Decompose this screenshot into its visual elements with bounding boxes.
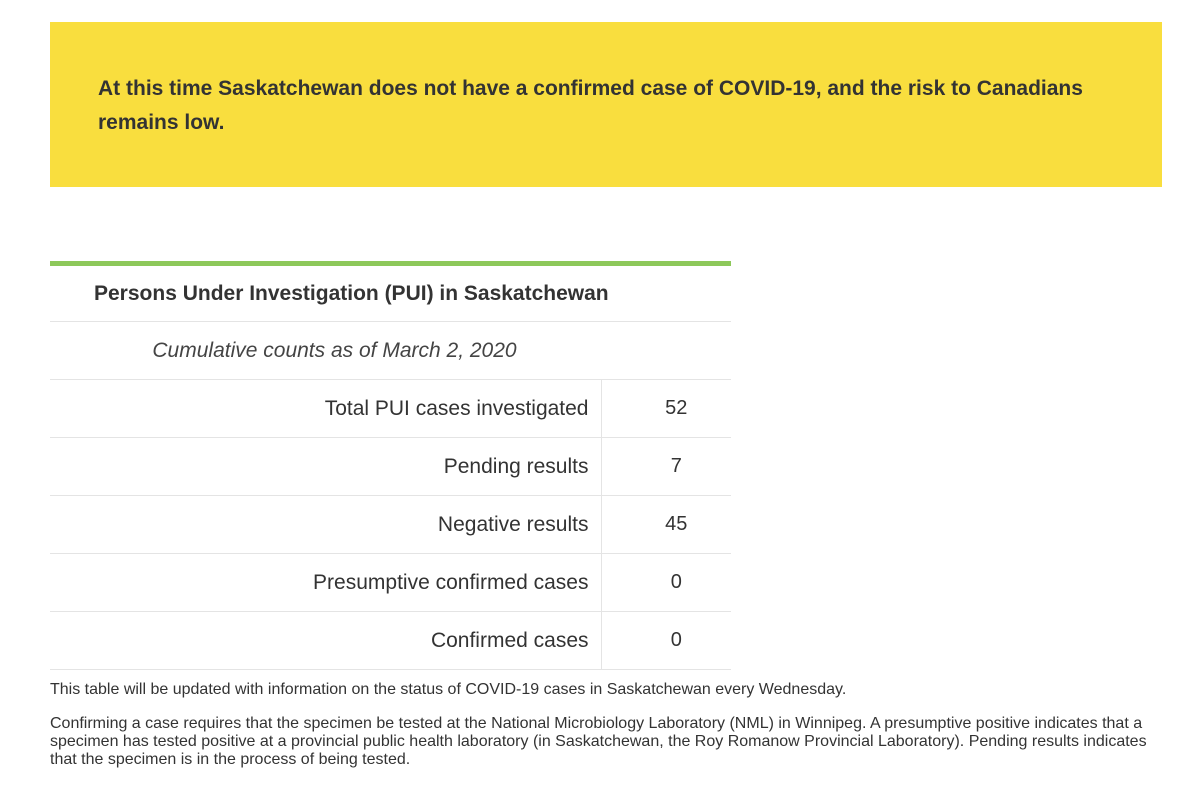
alert-text: At this time Saskatchewan does not have a confirmed case of COVID-19, and the risk to Canadians remains low. (98, 77, 1083, 134)
explanation-note: Confirming a case requires that the specimen be tested at the National Microbiology Laboratory (NML) in Winnipeg. A presumptive positive indicates that a specimen has tested positive at a provincial public health laboratory (in Saskatchewan, the Roy Romanow Provincial Laboratory). Pending results indicates that the specimen is in the process of being tested. (50, 715, 1147, 768)
update-note: This table will be updated with information on the status of COVID-19 cases in Saskatchewan every Wednesday. (50, 681, 847, 698)
alert-banner (50, 22, 1162, 187)
table-subtitle: Cumulative counts as of March 2, 2020 (50, 322, 731, 380)
table-title-row (50, 264, 731, 322)
table-row (50, 554, 731, 612)
table-row (50, 496, 731, 554)
row-value-negative: 45 (601, 496, 731, 554)
table-row (50, 612, 731, 670)
row-value-confirmed: 0 (601, 612, 731, 670)
row-label-total-pui: Total PUI cases investigated (50, 380, 601, 438)
table-row (50, 380, 731, 438)
row-label-pending: Pending results (50, 438, 601, 496)
pui-table (50, 261, 731, 670)
table-row (50, 438, 731, 496)
row-label-confirmed: Confirmed cases (50, 612, 601, 670)
table-title: Persons Under Investigation (PUI) in Saskatchewan (50, 264, 731, 322)
table-subtitle-row (50, 322, 731, 380)
row-value-presumptive: 0 (601, 554, 731, 612)
row-value-total-pui: 52 (601, 380, 731, 438)
row-label-negative: Negative results (50, 496, 601, 554)
row-value-pending: 7 (601, 438, 731, 496)
row-label-presumptive: Presumptive confirmed cases (50, 554, 601, 612)
